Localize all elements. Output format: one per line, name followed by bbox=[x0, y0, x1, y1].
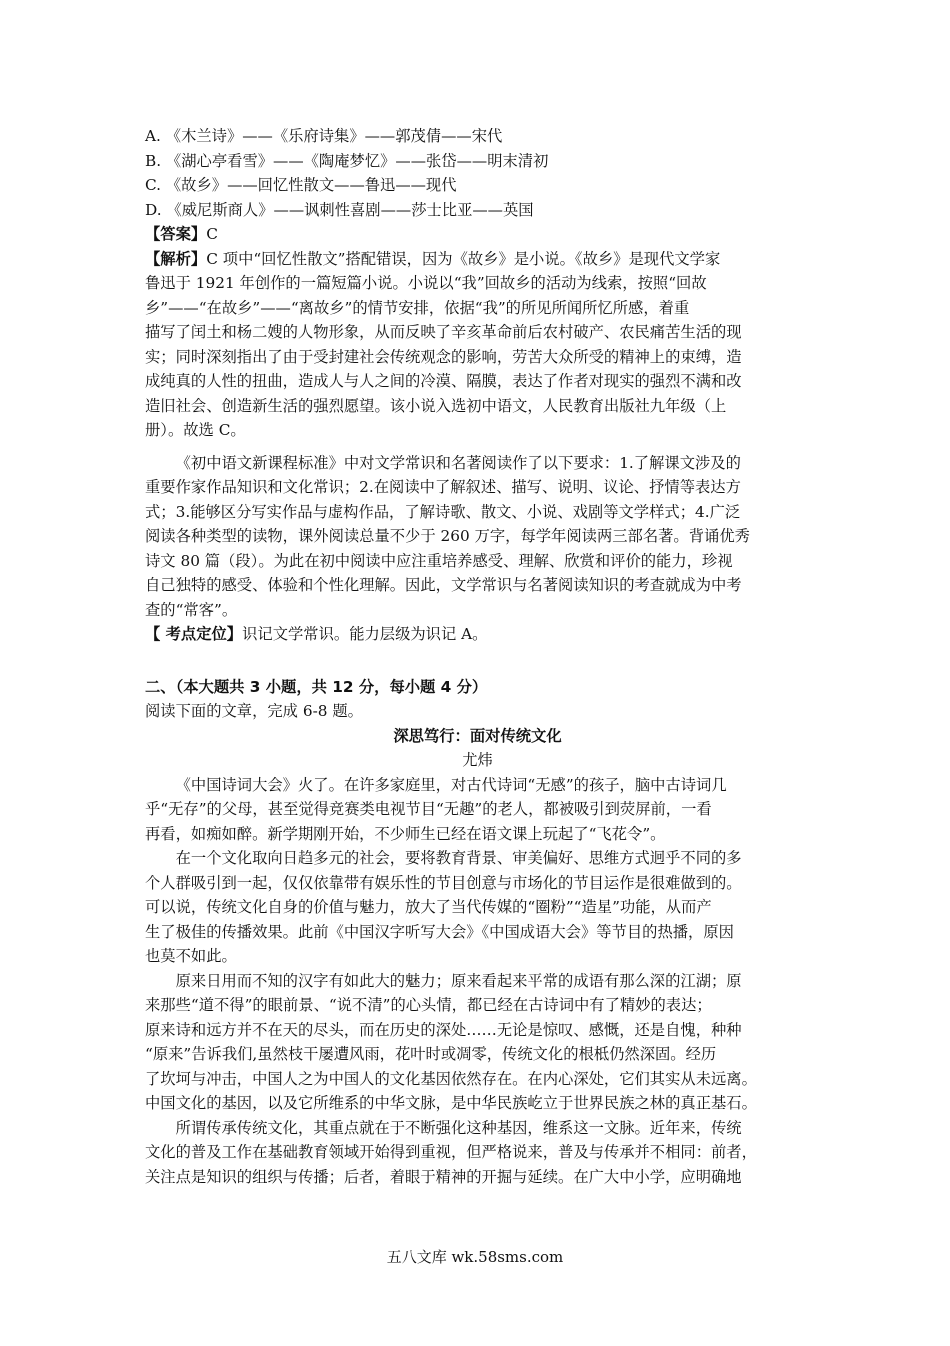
option-b: B. 《湖心亭看雪》——《陶庵梦忆》——张岱——明末清初 bbox=[145, 151, 549, 170]
article-paragraph bbox=[145, 1116, 810, 1190]
analysis-line bbox=[145, 247, 810, 272]
option-d: D. 《威尼斯商人》——讽刺性喜剧——莎士比亚——英国 bbox=[145, 200, 534, 219]
paragraph-line: 《中国诗词大会》火了。在许多家庭里，对古代诗词“无感”的孩子，脑中古诗词几 bbox=[175, 775, 727, 794]
article-paragraph bbox=[145, 846, 810, 969]
paragraph-line: 可以说，传统文化自身的价值与魅力，放大了当代传媒的“圈粉”“造星”功能，从而产 bbox=[145, 898, 712, 916]
kaodian-line bbox=[145, 622, 810, 647]
analysis-line: 册）。故选 C。 bbox=[145, 421, 246, 439]
article-author: 尤炜 bbox=[462, 751, 493, 769]
standard-line: 诗文 80 篇（段）。为此在初中阅读中应注重培养感受、理解、欣赏和评价的能力，珍视 bbox=[145, 551, 733, 570]
standard-line: 自己独特的感受、体验和个性化理解。因此，文学常识与名著阅读知识的考查就成为中考 bbox=[145, 576, 742, 594]
option-a: A. 《木兰诗》——《乐府诗集》——郭茂倩——宋代 bbox=[145, 127, 503, 145]
paragraph-line: 再看，如痴如醉。新学期刚开始，不少师生已经在语文课上玩起了“飞花令”。 bbox=[145, 824, 666, 843]
analysis-line: 实；同时深刻指出了由于受封建社会传统观念的影响，劳苦大众所受的精神上的束缚，造 bbox=[145, 347, 742, 366]
paragraph-line: 原来诗和远方并不在天的尽头，而在历史的深处……无论是惊叹、感慨，还是自愧，种种 bbox=[145, 1020, 742, 1039]
analysis-line: 造旧社会、创造新生活的强烈愿望。该小说入选初中语文，人民教育出版社九年级（上 bbox=[145, 396, 727, 415]
paragraph-line: 所谓传承传统文化，其重点就在于不断强化这种基因，维系这一文脉。近年来，传统 bbox=[175, 1118, 742, 1137]
standard-line: 《初中语文新课程标准》中对文学常识和名著阅读作了以下要求：1.了解课文涉及的 bbox=[175, 453, 741, 472]
analysis-line: 成纯真的人性的扭曲，造成人与人之间的冷漠、隔膜，表达了作者对现实的强烈不满和改 bbox=[145, 372, 742, 390]
kaodian-label: 【 考点定位】 bbox=[145, 625, 243, 643]
answer-value: C bbox=[206, 225, 218, 243]
page-footer: 五八文库 wk.58sms.com bbox=[386, 1248, 564, 1266]
section-heading: 二、（本大题共 3 小题，共 12 分，每小题 4 分） bbox=[145, 677, 488, 696]
curriculum-standard-block bbox=[145, 451, 810, 623]
paragraph-line: 原来日用而不知的汉字有如此大的魅力；原来看起来平常的成语有那么深的江湖；原 bbox=[175, 971, 742, 990]
section-instruction: 阅读下面的文章，完成 6-8 题。 bbox=[145, 702, 363, 720]
analysis-line: 乡”——“在故乡”——“离故乡”的情节安排，依据“我”的所见所闻所忆所感，着重 bbox=[145, 298, 690, 317]
article-paragraph bbox=[145, 773, 810, 847]
article-paragraph bbox=[145, 969, 810, 1116]
answer-line bbox=[145, 222, 810, 247]
analysis-label: 【解析】 bbox=[145, 249, 207, 268]
standard-line: 式；3.能够区分写实作品与虚构作品，了解诗歌、散文、小说、戏剧等文学样式；4.广泛 bbox=[145, 502, 741, 521]
paragraph-line: 个人群吸引到一起，仅仅依靠带有娱乐性的节目创意与市场化的节目运作是很难做到的。 bbox=[145, 873, 742, 892]
option-c: C. 《故乡》——回忆性散文——鲁迅——现代 bbox=[145, 176, 457, 194]
analysis-block bbox=[145, 247, 810, 443]
paragraph-line: 关注点是知识的组织与传播；后者，着眼于精神的开掘与延续。在广大中小学，应明确地 bbox=[145, 1167, 742, 1186]
analysis-line: 鲁迅于 1921 年创作的一篇短篇小说。小说以“我”回故乡的活动为线索，按照“回故 bbox=[145, 274, 707, 292]
paragraph-line: 文化的普及工作在基础教育领域开始得到重视，但严格说来，普及与传承并不相同：前者， bbox=[145, 1143, 757, 1161]
standard-line: 重要作家作品知识和文化常识；2.在阅读中了解叙述、描写、说明、议论、抒情等表达方 bbox=[145, 478, 741, 496]
analysis-line: 描写了闰土和杨二嫂的人物形象，从而反映了辛亥革命前后农村破产、农民痛苦生活的现 bbox=[145, 323, 742, 341]
document-page bbox=[145, 124, 810, 1189]
analysis-text: C 项中“回忆性散文”搭配错误，因为《故乡》是小说。《故乡》是现代文学家 bbox=[206, 249, 721, 268]
paragraph-line: 乎“无存”的父母，甚至觉得竞赛类电视节目“无趣”的老人，都被吸引到荧屏前，一看 bbox=[145, 800, 712, 818]
standard-line: 查的“常客”。 bbox=[145, 600, 238, 619]
paragraph-line: 中国文化的基因，以及它所维系的中华文脉，是中华民族屹立于世界民族之林的真正基石。 bbox=[145, 1094, 757, 1112]
paragraph-line: 也莫不如此。 bbox=[145, 947, 237, 965]
paragraph-line: 生了极佳的传播效果。此前《中国汉字听写大会》《中国成语大会》等节目的热播，原因 bbox=[145, 922, 734, 941]
paragraph-line: 了坎坷与冲击，中国人之为中国人的文化基因依然存在。在内心深处，它们其实从未远离。 bbox=[145, 1069, 757, 1088]
paragraph-line: 在一个文化取向日趋多元的社会，要将教育背景、审美偏好、思维方式迥乎不同的多 bbox=[175, 849, 742, 867]
paragraph-line: 来那些“道不得”的眼前景、“说不清”的心头情，都已经在古诗词中有了精妙的表达； bbox=[145, 996, 712, 1014]
kaodian-value: 识记文学常识。能力层级为识记 A。 bbox=[242, 625, 488, 643]
paragraph-line: “原来”告诉我们,虽然枝干屡遭风雨，花叶时或凋零，传统文化的根柢仍然深固。经历 bbox=[145, 1045, 717, 1063]
answer-label: 【答案】 bbox=[145, 225, 207, 243]
article-title: 深思笃行：面对传统文化 bbox=[393, 726, 562, 745]
options-list bbox=[145, 124, 810, 222]
standard-line: 阅读各种类型的读物，课外阅读总量不少于 260 万字，每学年阅读两三部名著。背诵优秀 bbox=[145, 527, 750, 545]
